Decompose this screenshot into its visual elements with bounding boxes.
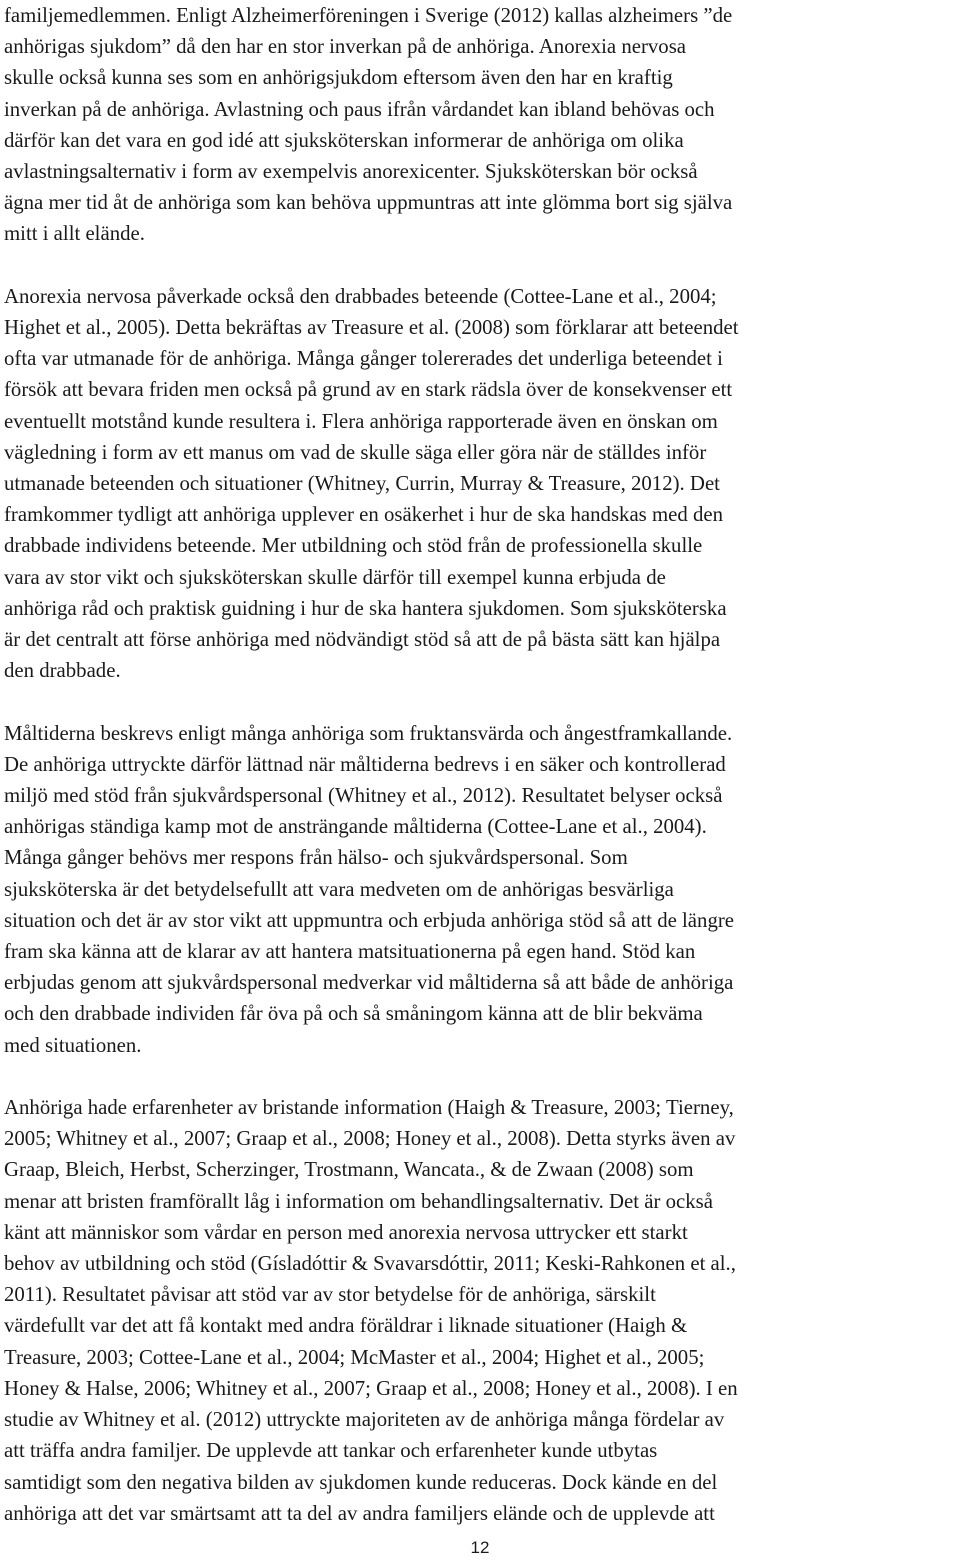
text-line: försök att bevara friden men också på grund av en stark rädsla över de konsekvenser ett: [4, 378, 733, 402]
paragraph-3: [4, 718, 930, 1061]
page-number: 12: [470, 1538, 490, 1557]
text-line: fram ska känna att de klarar av att hantera matsituationerna på egen hand. Stöd kan: [4, 940, 696, 964]
text-line: sjuksköterska är det betydelsefullt att vara medveten om de anhörigas besvärliga: [4, 877, 674, 901]
text-line: drabbade individens beteende. Mer utbildning och stöd från de professionella skulle: [4, 534, 703, 558]
text-line: situation och det är av stor vikt att uppmuntra och erbjuda anhöriga stöd så att de längre: [4, 908, 734, 932]
text-line: erbjudas genom att sjukvårdspersonal medverkar vid måltiderna så att både de anhöriga: [4, 971, 734, 995]
text-line: Anorexia nervosa påverkade också den drabbades beteende (Cottee-Lane et al., 2004;: [4, 284, 717, 308]
text-line: och den drabbade individen får öva på och så småningom känna att de blir bekväma: [4, 1002, 703, 1026]
text-line: ägna mer tid åt de anhöriga som kan behöva uppmuntras att inte glömma bort sig själva: [4, 191, 733, 215]
text-line: Honey & Halse, 2006; Whitney et al., 2007; Graap et al., 2008; Honey et al., 2008). I en: [4, 1376, 738, 1400]
text-line: eventuellt motstånd kunde resultera i. Flera anhöriga rapporterade även en önskan om: [4, 409, 718, 433]
text-line: De anhöriga uttryckte därför lättnad när måltiderna bedrevs i en säker och kontrollerad: [4, 752, 726, 776]
text-line: Graap, Bleich, Herbst, Scherzinger, Trostmann, Wancata., & de Zwaan (2008) som: [4, 1158, 694, 1182]
body-text: [4, 0, 930, 1529]
text-line: Highet et al., 2005). Detta bekräftas av Treasure et al. (2008) som förklarar att beteendet: [4, 316, 739, 340]
paragraph-1: [4, 0, 930, 250]
text-line: att träffa andra familjer. De upplevde att tankar och erfarenheter kunde utbytas: [4, 1439, 658, 1463]
text-line: 2005; Whitney et al., 2007; Graap et al., 2008; Honey et al., 2008). Detta styrks även av: [4, 1127, 736, 1151]
text-line: skulle också kunna ses som en anhörigsjukdom eftersom även den har en kraftig: [4, 66, 673, 90]
text-line: utmanade beteenden och situationer (Whitney, Currin, Murray & Treasure, 2012). Det: [4, 472, 720, 496]
text-line: är det centralt att förse anhöriga med nödvändigt stöd så att de på bästa sätt kan hjälpa: [4, 628, 721, 652]
text-line: samtidigt som den negativa bilden av sjukdomen kunde reduceras. Dock kände en del: [4, 1470, 718, 1494]
text-line: 2011). Resultatet påvisar att stöd var av stor betydelse för de anhöriga, särskilt: [4, 1283, 656, 1307]
text-line: avlastningsalternativ i form av exempelvis anorexicenter. Sjuksköterskan bör också: [4, 160, 698, 184]
text-line: ofta var utmanade för de anhöriga. Många gånger tolererades det underliga beteendet i: [4, 347, 723, 371]
text-line: studie av Whitney et al. (2012) uttryckte majoriteten av de anhöriga många fördelar av: [4, 1408, 725, 1432]
paragraph-2: [4, 281, 930, 687]
text-line: behov av utbildning och stöd (Gísladóttir & Svavarsdóttir, 2011; Keski-Rahkonen et al.,: [4, 1252, 736, 1276]
text-line: Måltiderna beskrevs enligt många anhöriga som fruktansvärda och ångestframkallande.: [4, 721, 733, 745]
text-line: mitt i allt elände.: [4, 222, 145, 246]
text-line: den drabbade.: [4, 659, 121, 683]
text-line: värdefullt var det att få kontakt med andra föräldrar i liknade situationer (Haigh &: [4, 1314, 688, 1338]
text-line: Anhöriga hade erfarenheter av bristande information (Haigh & Treasure, 2003; Tierney,: [4, 1096, 734, 1120]
text-line: känt att människor som vårdar en person med anorexia nervosa uttrycker ett starkt: [4, 1220, 688, 1244]
text-line: menar att bristen framförallt låg i information om behandlingsalternativ. Det är också: [4, 1189, 713, 1213]
text-line: familjemedlemmen. Enligt Alzheimerföreningen i Sverige (2012) kallas alzheimers ”de: [4, 4, 733, 27]
text-line: vägledning i form av ett manus om vad de skulle säga eller göra när de ställdes inför: [4, 440, 707, 464]
text-line: Treasure, 2003; Cottee-Lane et al., 2004; McMaster et al., 2004; Highet et al., 2005;: [4, 1345, 705, 1369]
text-line: därför kan det vara en god idé att sjuksköterskan informerar de anhöriga om olika: [4, 128, 684, 152]
text-line: anhörigas sjukdom” då den har en stor inverkan på de anhöriga. Anorexia nervosa: [4, 35, 687, 59]
text-line: anhörigas ständiga kamp mot de ansträngande måltiderna (Cottee-Lane et al., 2004).: [4, 815, 707, 839]
paragraph-gap: [4, 686, 930, 717]
text-line: Många gånger behövs mer respons från hälso- och sjukvårdspersonal. Som: [4, 846, 628, 870]
text-line: inverkan på de anhöriga. Avlastning och paus ifrån vårdandet kan ibland behövas och: [4, 97, 715, 121]
paragraph-gap: [4, 250, 930, 281]
text-line: med situationen.: [4, 1033, 142, 1057]
paragraph-gap: [4, 1061, 930, 1092]
text-line: anhöriga att det var smärtsamt att ta del av andra familjers elände och de upplevde att: [4, 1501, 715, 1525]
text-line: anhöriga råd och praktisk guidning i hur de ska hantera sjukdomen. Som sjuksköterska: [4, 596, 727, 620]
paragraph-4: [4, 1092, 930, 1529]
text-line: vara av stor vikt och sjuksköterskan skulle därför till exempel kunna erbjuda de: [4, 565, 666, 589]
text-line: miljö med stöd från sjukvårdspersonal (Whitney et al., 2012). Resultatet belyser också: [4, 784, 723, 808]
text-line: framkommer tydligt att anhöriga upplever en osäkerhet i hur de ska handskas med den: [4, 503, 724, 527]
